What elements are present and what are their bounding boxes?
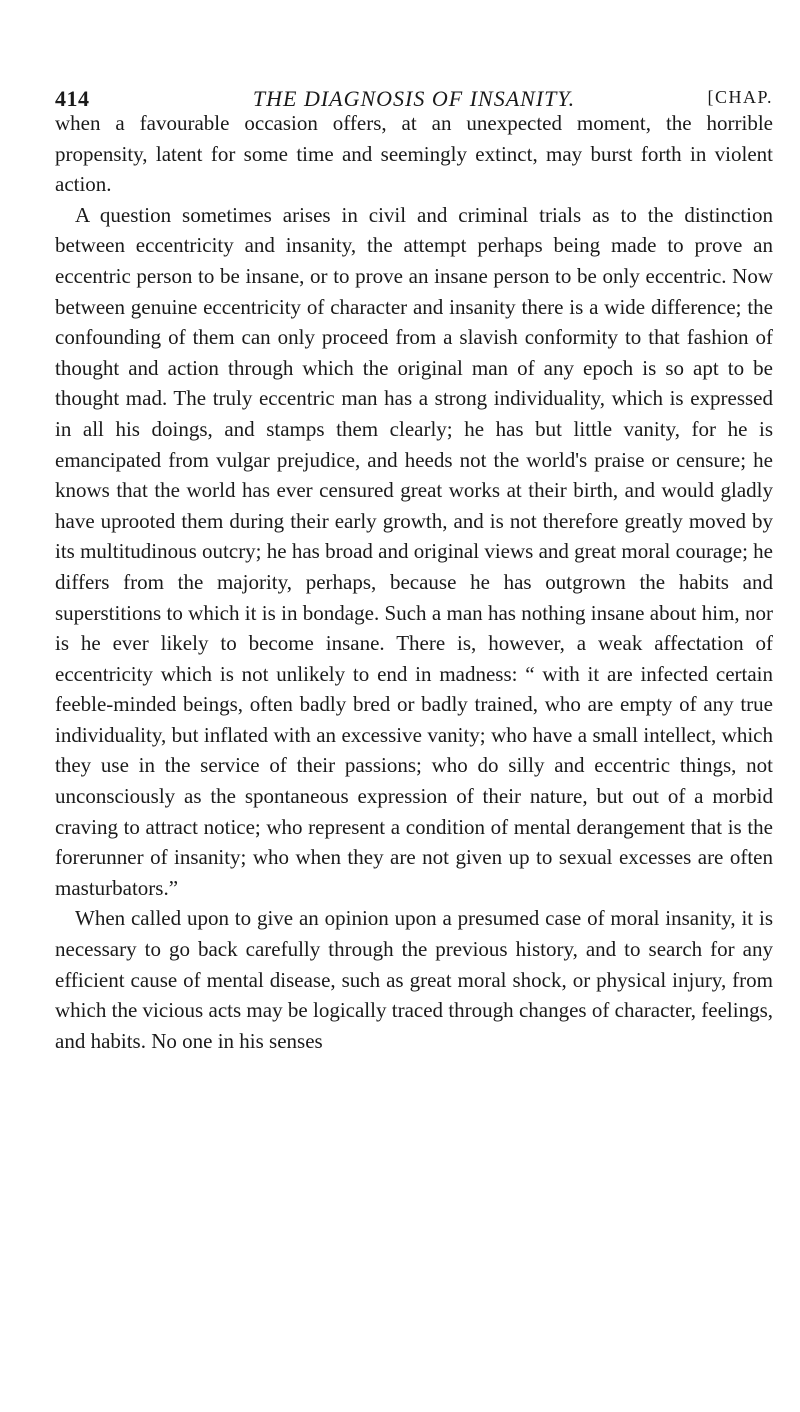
page-number: 414 <box>55 86 90 111</box>
paragraph-text: When called upon to give an opinion upon a presumed case of moral insanity, it is necessary to go back carefully through the previous history, and to search for any efficient cause of mental disease, such as great moral shock, or physical injury, from which the vicious acts may be logically traced through changes of character, feelings, and habits. No one in his senses <box>55 906 773 1053</box>
paragraph-moral-insanity <box>55 903 773 1056</box>
paragraph-eccentricity <box>55 200 773 904</box>
body-text <box>55 108 773 1056</box>
chapter-mark: [CHAP. <box>707 87 773 107</box>
running-title: THE DIAGNOSIS OF INSANITY. <box>252 86 576 111</box>
book-page <box>55 0 773 1053</box>
paragraph-text: A question sometimes arises in civil and criminal trials as to the distinction between eccentricity and insanity, the attempt perhaps being made to prove an eccentric person to be insane, or to prove an insane person to be only eccentric. Now between genuine eccentricity of character and insanity there is a wide difference; the confounding of them can only proceed from a slavish conformity to that fashion of thought and action through which the original man of any epoch is so apt to be thought mad. The truly eccentric man has a strong individuality, which is expressed in all his doings, and stamps them clearly; he has but little vanity, for he is emancipated from vulgar prejudice, and heeds not the world's praise or censure; he knows that the world has ever censured great works at their birth, and would gladly have uprooted them during their early growth, and is not therefore greatly moved by its multitudinous outcry; he has broad and original views and great moral courage; he differs from the majority, perhaps, because he has outgrown the habits and superstitions to which it is in bondage. Such a man has nothing insane about him, nor is he ever likely to become insane. There is, however, a weak affectation of eccentricity which is not unlikely to end in madness: “ with it are infected certain feeble-minded beings, often badly bred or badly trained, who are empty of any true individuality, but inflated with an excessive vanity; who have a small intellect, which they use in the service of their passions; who do silly and eccentric things, not unconsciously as the spontaneous expression of their nature, but out of a morbid craving to attract notice; who represent a condition of mental derangement that is the forerunner of insanity; who when they are not given up to sexual excesses are often masturbators.” <box>55 202 773 900</box>
paragraph-continued: when a favourable occasion offers, at an unexpected moment, the horrible propensity, latent for some time and seemingly extinct, may burst forth in violent action. <box>55 111 773 197</box>
